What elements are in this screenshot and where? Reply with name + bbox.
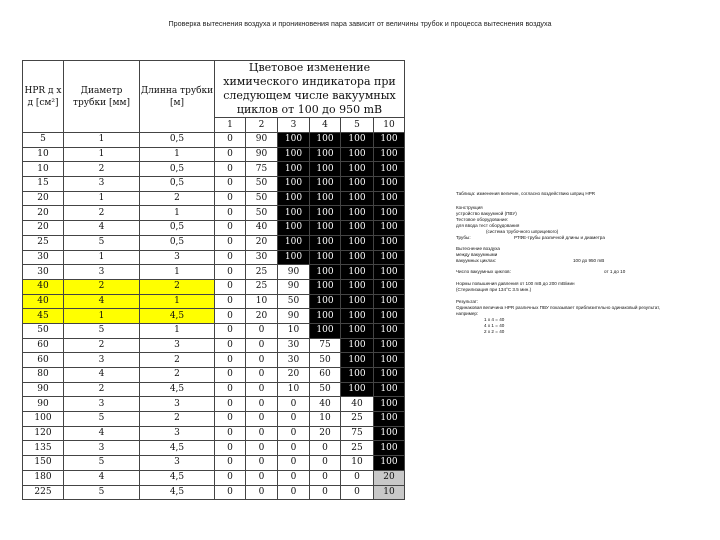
indicator-cell: 100 [278,177,310,192]
indicator-cell: 0 [246,426,278,441]
diameter-cell: 2 [64,338,140,353]
length-cell: 1 [140,294,215,309]
indicator-cell: 90 [278,309,310,324]
indicator-cell: 75 [341,426,374,441]
example-3: 2 x 2 = 40 [484,329,505,334]
device-line: устройство вакуумной (ПВУ) [456,211,517,216]
indicator-cell: 100 [341,279,374,294]
indicator-cell: 0 [246,323,278,338]
indicator-cell: 0 [215,250,246,265]
table-row [23,235,405,250]
hpr-cell: 5 [23,133,64,148]
length-cell: 2 [140,353,215,368]
hpr-cell: 150 [23,456,64,471]
diameter-cell: 5 [64,235,140,250]
indicator-cell: 50 [246,206,278,221]
indicator-cell: 100 [278,191,310,206]
table-row [23,309,405,324]
indicator-cell: 0 [215,338,246,353]
length-cell: 4,5 [140,441,215,456]
indicator-cell: 100 [310,147,341,162]
length-cell: 1 [140,265,215,280]
vacuum-value: 100 до 950 mB [573,258,605,263]
table-row [23,470,405,485]
indicator-cell: 0 [246,368,278,383]
length-cell: 0,5 [140,221,215,236]
indicator-cell: 100 [310,294,341,309]
result-text-2: например: [456,311,479,316]
indicator-cell: 0 [310,456,341,471]
test-equipment-label: Тестовое оборудование: [456,217,509,222]
length-cell: 2 [140,412,215,427]
length-cell: 4,5 [140,485,215,500]
indicator-cell: 20 [246,309,278,324]
indicator-cell: 0 [215,309,246,324]
hpr-cell: 60 [23,353,64,368]
diameter-cell: 2 [64,382,140,397]
indicator-cell: 40 [310,397,341,412]
indicator-cell: 0 [215,162,246,177]
table-row [23,294,405,309]
indicator-cell: 100 [341,323,374,338]
cycle-header: 3 [278,118,310,133]
diameter-cell: 1 [64,309,140,324]
indicator-cell: 100 [374,368,405,383]
indicator-cell: 100 [374,250,405,265]
indicator-cell: 10 [278,382,310,397]
length-header: Длинна трубки [м] [140,61,215,133]
length-cell: 3 [140,397,215,412]
hpr-cell: 135 [23,441,64,456]
indicator-cell: 0 [215,382,246,397]
indicator-cell: 100 [374,279,405,294]
indicator-cell: 100 [374,221,405,236]
result-text: Одинаковая величина HPR различных ПВУ показывает приблизительно одинаковый результат, [456,305,661,310]
indicator-cell: 100 [374,133,405,148]
indicator-cell: 100 [278,221,310,236]
hpr-cell: 20 [23,221,64,236]
length-cell: 4,5 [140,309,215,324]
indicator-cell: 100 [341,309,374,324]
hpr-cell: 80 [23,368,64,383]
indicator-cell: 100 [341,133,374,148]
table-row [23,162,405,177]
table-row [23,368,405,383]
indicator-cell: 90 [278,265,310,280]
indicator-cell: 100 [278,162,310,177]
diameter-cell: 4 [64,368,140,383]
table-row [23,279,405,294]
diameter-cell: 2 [64,162,140,177]
hpr-cell: 225 [23,485,64,500]
indicator-cell: 100 [374,265,405,280]
indicator-cell: 90 [246,133,278,148]
indicator-cell: 50 [310,353,341,368]
table-row [23,221,405,236]
hpr-cell: 60 [23,338,64,353]
diameter-cell: 3 [64,265,140,280]
diameter-cell: 5 [64,456,140,471]
indicator-cell: 0 [341,470,374,485]
hpr-cell: 20 [23,191,64,206]
indicator-cell: 100 [278,147,310,162]
hpr-cell: 50 [23,323,64,338]
table-row [23,133,405,148]
indicator-cell: 100 [341,368,374,383]
indicator-cell: 100 [374,191,405,206]
indicator-cell: 40 [246,221,278,236]
indicator-cell: 0 [215,323,246,338]
diameter-cell: 5 [64,323,140,338]
hpr-cell: 100 [23,412,64,427]
indicator-cell: 10 [341,456,374,471]
hpr-cell: 30 [23,265,64,280]
cycle-header: 5 [341,118,374,133]
indicator-cell: 25 [341,412,374,427]
indicator-cell: 100 [374,294,405,309]
indicator-cell: 100 [374,309,405,324]
indicator-cell: 25 [246,279,278,294]
length-cell: 3 [140,338,215,353]
indicator-cell: 100 [278,206,310,221]
result-heading: Результат: [456,299,479,304]
air-removal-label: Вытеснение воздуха [456,246,500,251]
diameter-cell: 4 [64,470,140,485]
diameter-cell: 3 [64,441,140,456]
indicator-cell: 100 [341,250,374,265]
hpr-cell: 40 [23,294,64,309]
indicator-cell: 0 [215,412,246,427]
cycles-group-header: Цветовое изменение химического индикатора при следующем числе вакуумных циклов от 100 до 950 mB [215,61,405,118]
table-row [23,177,405,192]
indicator-cell: 100 [374,456,405,471]
table-row [23,147,405,162]
results-table [22,60,405,500]
indicator-cell: 100 [310,206,341,221]
notes-heading: Таблица: изменения величин, согласно воздействию шприц HPR [456,191,596,196]
vacuum-line: между вакуумными [456,252,498,257]
indicator-cell: 100 [278,250,310,265]
indicator-cell: 0 [215,265,246,280]
indicator-cell: 0 [215,235,246,250]
table-row [23,426,405,441]
hpr-cell: 40 [23,279,64,294]
indicator-cell: 0 [310,441,341,456]
indicator-cell: 0 [278,485,310,500]
table-row [23,338,405,353]
indicator-cell: 75 [310,338,341,353]
length-cell: 3 [140,426,215,441]
cycles-value: от 1 до 10 [604,269,626,274]
diameter-cell: 1 [64,147,140,162]
indicator-cell: 0 [246,397,278,412]
indicator-cell: 25 [341,441,374,456]
table-row [23,441,405,456]
indicator-cell: 0 [215,368,246,383]
indicator-cell: 25 [246,265,278,280]
indicator-cell: 20 [374,470,405,485]
indicator-cell: 90 [246,147,278,162]
length-cell: 4,5 [140,470,215,485]
indicator-cell: 100 [374,441,405,456]
indicator-cell: 10 [246,294,278,309]
length-cell: 2 [140,191,215,206]
length-cell: 1 [140,147,215,162]
cycle-header: 4 [310,118,341,133]
hpr-cell: 10 [23,162,64,177]
indicator-cell: 100 [310,133,341,148]
indicator-cell: 0 [246,338,278,353]
indicator-cell: 0 [278,397,310,412]
length-cell: 1 [140,206,215,221]
table-row [23,265,405,280]
hpr-cell: 15 [23,177,64,192]
indicator-cell: 0 [215,133,246,148]
test-equipment-detail: для ввода тест оборудования [456,223,520,228]
indicator-cell: 100 [310,265,341,280]
norm-line-2: (Стерилизация при 134°C 3.5 мин.) [456,287,532,292]
diameter-cell: 5 [64,412,140,427]
indicator-cell: 30 [246,250,278,265]
diameter-header: Диаметр трубки [мм] [64,61,140,133]
indicator-cell: 100 [341,206,374,221]
indicator-cell: 100 [341,353,374,368]
indicator-cell: 0 [215,206,246,221]
tubes-value: РТФЕ-трубы различной длины и диаметра [514,235,605,240]
diameter-cell: 4 [64,426,140,441]
table-row [23,191,405,206]
indicator-cell: 10 [374,485,405,500]
diameter-cell: 4 [64,294,140,309]
length-cell: 3 [140,456,215,471]
indicator-cell: 100 [374,177,405,192]
indicator-cell: 0 [246,441,278,456]
indicator-cell: 100 [374,353,405,368]
indicator-cell: 100 [374,426,405,441]
indicator-cell: 100 [374,323,405,338]
table-row [23,382,405,397]
indicator-cell: 75 [246,162,278,177]
diameter-cell: 2 [64,206,140,221]
indicator-cell: 0 [215,177,246,192]
indicator-cell: 0 [310,485,341,500]
table-row [23,323,405,338]
indicator-cell: 100 [341,162,374,177]
indicator-cell: 0 [215,279,246,294]
indicator-cell: 100 [341,147,374,162]
indicator-cell: 100 [310,162,341,177]
hpr-cell: 90 [23,397,64,412]
length-cell: 0,5 [140,162,215,177]
length-cell: 0,5 [140,177,215,192]
indicator-cell: 100 [310,309,341,324]
hpr-cell: 25 [23,235,64,250]
length-cell: 2 [140,279,215,294]
indicator-cell: 100 [341,382,374,397]
hpr-cell: 45 [23,309,64,324]
indicator-cell: 100 [341,235,374,250]
indicator-cell: 0 [278,441,310,456]
indicator-cell: 100 [310,250,341,265]
table-row [23,206,405,221]
hpr-cell: 30 [23,250,64,265]
indicator-cell: 40 [341,397,374,412]
indicator-cell: 100 [374,206,405,221]
indicator-cell: 100 [341,177,374,192]
indicator-cell: 60 [310,368,341,383]
indicator-cell: 0 [246,485,278,500]
indicator-cell: 0 [246,456,278,471]
tubes-label: Трубы: [456,235,471,240]
indicator-cell: 100 [310,177,341,192]
indicator-cell: 100 [310,279,341,294]
cycle-header: 10 [374,118,405,133]
indicator-cell: 50 [246,177,278,192]
indicator-cell: 100 [374,147,405,162]
indicator-cell: 0 [215,397,246,412]
length-cell: 3 [140,250,215,265]
length-cell: 0,5 [140,133,215,148]
table-row [23,397,405,412]
indicator-cell: 20 [246,235,278,250]
indicator-cell: 100 [341,294,374,309]
diameter-cell: 1 [64,133,140,148]
indicator-cell: 0 [215,441,246,456]
cycles-label: Число вакуумных циклов: [456,269,511,274]
indicator-cell: 0 [215,147,246,162]
indicator-cell: 30 [278,353,310,368]
indicator-cell: 100 [374,235,405,250]
table-row [23,456,405,471]
length-cell: 1 [140,323,215,338]
indicator-cell: 90 [278,279,310,294]
indicator-cell: 0 [215,221,246,236]
indicator-cell: 0 [215,353,246,368]
indicator-cell: 0 [278,470,310,485]
indicator-cell: 20 [278,368,310,383]
diameter-cell: 5 [64,485,140,500]
indicator-cell: 0 [215,426,246,441]
indicator-cell: 0 [215,191,246,206]
indicator-cell: 100 [310,191,341,206]
indicator-cell: 20 [310,426,341,441]
indicator-cell: 0 [278,456,310,471]
indicator-cell: 100 [374,412,405,427]
example-2: 4 x 1 = 40 [484,323,505,328]
diameter-cell: 2 [64,279,140,294]
indicator-cell: 50 [310,382,341,397]
indicator-cell: 100 [278,235,310,250]
indicator-cell: 0 [246,382,278,397]
hpr-cell: 180 [23,470,64,485]
indicator-cell: 30 [278,338,310,353]
example-1: 1 x 4 = 40 [484,317,505,322]
indicator-cell: 10 [310,412,341,427]
diameter-cell: 4 [64,221,140,236]
length-cell: 2 [140,368,215,383]
indicator-cell: 100 [374,338,405,353]
indicator-cell: 0 [310,470,341,485]
indicator-cell: 0 [341,485,374,500]
vacuum-label: вакуумных циклах: [456,258,497,263]
indicator-cell: 50 [246,191,278,206]
indicator-cell: 100 [341,191,374,206]
diameter-cell: 1 [64,191,140,206]
indicator-cell: 100 [278,133,310,148]
length-cell: 4,5 [140,382,215,397]
indicator-cell: 100 [374,397,405,412]
table-row [23,412,405,427]
indicator-cell: 100 [310,323,341,338]
indicator-cell: 0 [246,412,278,427]
cycle-header: 2 [246,118,278,133]
indicator-cell: 0 [278,412,310,427]
indicator-cell: 100 [341,338,374,353]
indicator-cell: 0 [215,470,246,485]
indicator-cell: 100 [341,221,374,236]
system-note: (система трубочного шприцевого) [486,229,559,234]
hpr-cell: 20 [23,206,64,221]
indicator-cell: 10 [278,323,310,338]
cycle-header: 1 [215,118,246,133]
hpr-cell: 120 [23,426,64,441]
indicator-cell: 0 [215,294,246,309]
hpr-header: HPR д х д [см²] [23,61,64,133]
table-row [23,250,405,265]
table-row [23,353,405,368]
indicator-cell: 0 [215,485,246,500]
indicator-cell: 0 [246,470,278,485]
construction-label: Конструкция [456,205,483,210]
hpr-cell: 90 [23,382,64,397]
indicator-cell: 100 [310,221,341,236]
indicator-cell: 100 [374,162,405,177]
hpr-cell: 10 [23,147,64,162]
norm-line-1: Нормы повышения давления от 100 mB до 200 mB/мин [456,281,575,286]
page-title: Проверка вытеснения воздуха и проникновения пара зависит от величины трубок и процесса вытеснения воздуха [168,19,552,28]
length-cell: 0,5 [140,235,215,250]
diameter-cell: 3 [64,177,140,192]
indicator-cell: 0 [215,456,246,471]
table-row [23,485,405,500]
diameter-cell: 3 [64,397,140,412]
indicator-cell: 0 [278,426,310,441]
indicator-cell: 100 [341,265,374,280]
indicator-cell: 50 [278,294,310,309]
indicator-cell: 100 [310,235,341,250]
diameter-cell: 3 [64,353,140,368]
diameter-cell: 1 [64,250,140,265]
indicator-cell: 100 [374,382,405,397]
indicator-cell: 0 [246,353,278,368]
